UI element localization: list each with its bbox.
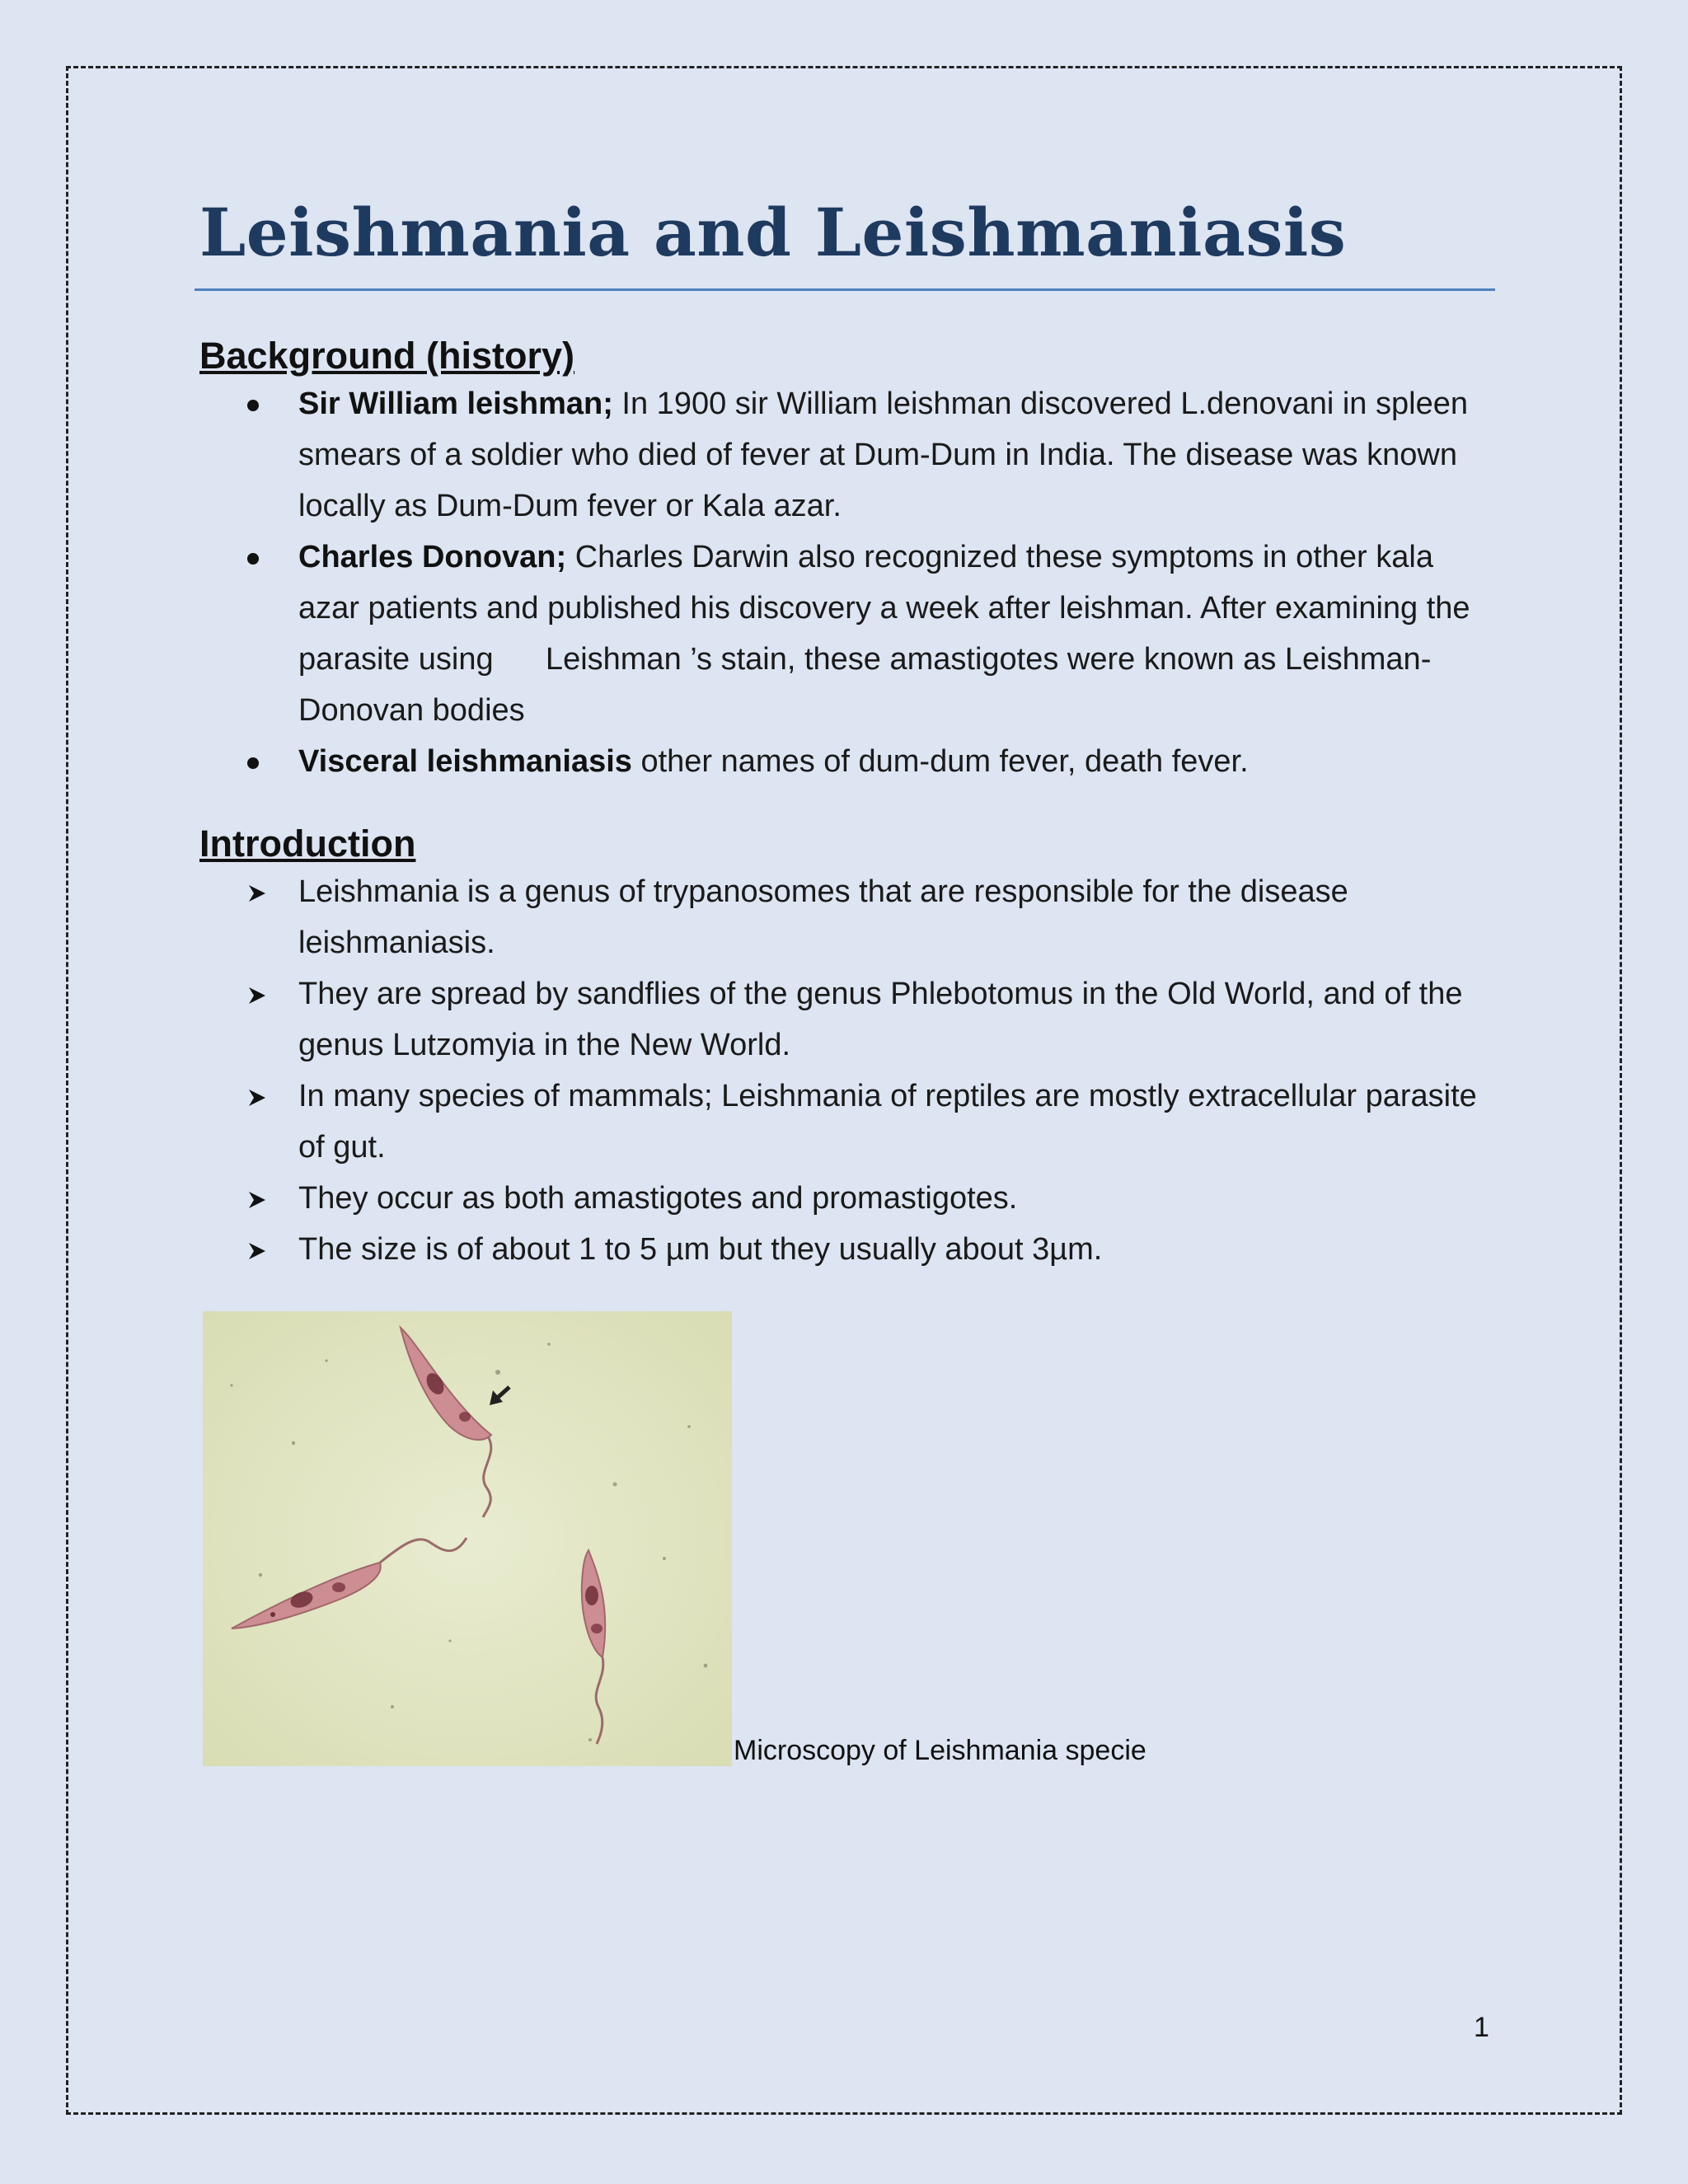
- item-term: Visceral leishmaniasis: [298, 744, 632, 779]
- list-item: [199, 1071, 1495, 1173]
- item-text: Leishmania is a genus of trypanosomes that are responsible for the disease leishmaniasis.: [298, 874, 1348, 960]
- figure: [199, 1311, 1495, 1766]
- list-item: [199, 378, 1495, 532]
- bullet-dot-icon: [247, 532, 280, 583]
- item-term: Charles Donovan;: [298, 540, 567, 574]
- bullet-dot-icon: [247, 736, 280, 787]
- leishmania-micrograph: [203, 1311, 732, 1766]
- item-text: They occur as both amastigotes and promastigotes.: [298, 1181, 1018, 1216]
- title-underline: [195, 288, 1495, 291]
- item-text: other names of dum-dum fever, death fever.: [631, 744, 1249, 779]
- list-item: [199, 1224, 1495, 1275]
- page-number: 1: [1474, 2012, 1489, 2043]
- list-item: [199, 866, 1495, 968]
- arrowhead-bullet-icon: [247, 866, 280, 917]
- document-body: [199, 190, 1495, 1766]
- introduction-list: [199, 866, 1495, 1275]
- item-text: In 1900 sir William leishman discovered L.denovani in spleen smears of a soldier who died of fever at Dum-Dum in India. The disease was known locally as Dum-Dum fever or Kala azar.: [298, 387, 1468, 523]
- item-text: Charles Darwin also recognized these symptoms in other kala azar patients and published his discovery a week after leishman. After examining the parasite using Leishman ’s stain, these amastigotes were known as Leishman-Donovan bodies: [298, 540, 1479, 728]
- bullet-dot-icon: [247, 378, 280, 429]
- list-item: [199, 968, 1495, 1071]
- list-item: [199, 1173, 1495, 1224]
- arrowhead-bullet-icon: [247, 968, 280, 1019]
- arrowhead-bullet-icon: [247, 1071, 280, 1122]
- item-text: They are spread by sandflies of the genus Phlebotomus in the Old World, and of the genus Lutzomyia in the New World.: [298, 977, 1463, 1062]
- arrowhead-bullet-icon: [247, 1173, 280, 1224]
- list-item: [199, 532, 1495, 736]
- background-list: [199, 378, 1495, 787]
- item-text: The size is of about 1 to 5 µm but they usually about 3µm.: [298, 1232, 1103, 1267]
- arrowhead-bullet-icon: [247, 1224, 280, 1275]
- figure-caption: Microscopy of Leishmania specie: [734, 1735, 1146, 1766]
- section-heading-introduction: Introduction: [199, 823, 416, 865]
- list-item: [199, 736, 1495, 787]
- section-heading-background: Background (history): [199, 335, 575, 377]
- item-term: Sir William leishman;: [298, 387, 613, 421]
- document-title: Leishmania and Leishmaniasis: [199, 194, 1347, 271]
- item-text: In many species of mammals; Leishmania of reptiles are mostly extracellular parasite of gut.: [298, 1079, 1477, 1165]
